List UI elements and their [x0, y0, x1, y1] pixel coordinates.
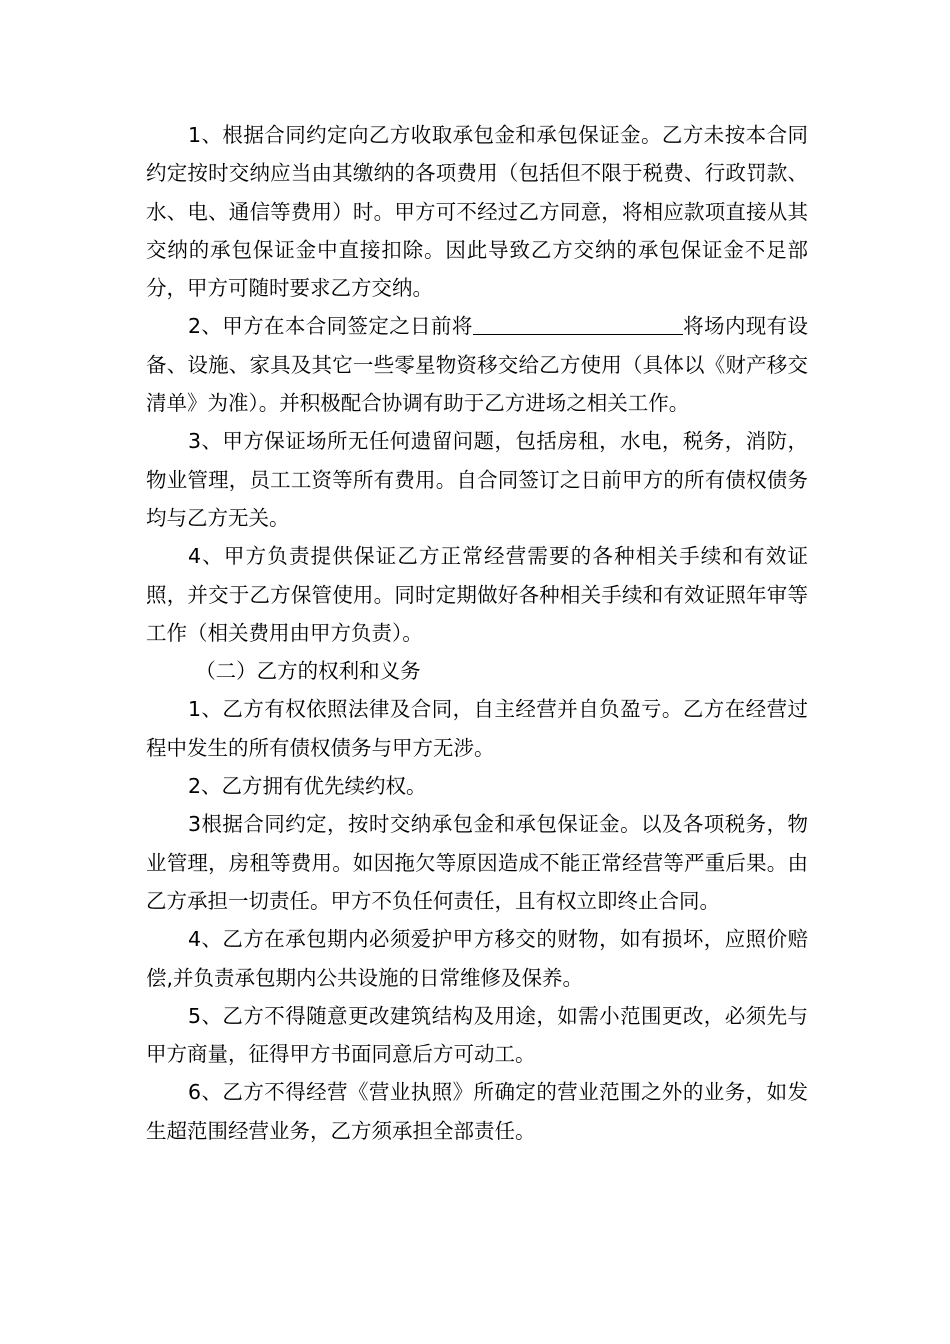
- paragraph-text-before-blank: 2、甲方在本合同签定之日前将: [188, 314, 473, 339]
- paragraph-party-b-duty-4: 4、乙方在承包期内必须爱护甲方移交的财物，如有损坏，应照价赔偿,并负责承包期内公共设施的日常维修及保养。: [146, 927, 808, 990]
- document-body: [146, 116, 808, 1150]
- paragraph-text-after-blank: 将场内现有设备、设施、家具及其它一些零星物资移交给乙方使用（具体以《财产移交清单》为准）。并积极配合协调有助于乙方进场之相关工作。: [146, 314, 808, 416]
- paragraph-party-a-duty-4: 4、甲方负责提供保证乙方正常经营需要的各种相关手续和有效证照，并交于乙方保管使用。同时定期做好各种相关手续和有效证照年审等工作（相关费用由甲方负责）。: [146, 544, 808, 645]
- paragraph-party-b-duty-3: 3根据合同约定，按时交纳承包金和承包保证金。以及各项税务，物业管理，房租等费用。如因拖欠等原因造成不能正常经营等严重后果。由乙方承担一切责任。甲方不负任何责任，且有权立即终止合同。: [146, 812, 808, 913]
- paragraph-party-a-duty-1: 1、根据合同约定向乙方收取承包金和承包保证金。乙方未按本合同约定按时交纳应当由其缴纳的各项费用（包括但不限于税费、行政罚款、水、电、通信等费用）时。甲方可不经过乙方同意，将相应款项直接从其交纳的承包保证金中直接扣除。因此导致乙方交纳的承包保证金不足部分，甲方可随时要求乙方交纳。: [146, 123, 808, 301]
- paragraph-party-a-duty-3: 3、甲方保证场所无任何遗留问题，包括房租，水电，税务，消防，物业管理，员工工资等所有费用。自合同签订之日前甲方的所有债权债务均与乙方无关。: [146, 429, 808, 530]
- paragraph-party-b-duty-6: 6、乙方不得经营《营业执照》所确定的营业范围之外的业务，如发生超范围经营业务，乙方须承担全部责任。: [146, 1080, 808, 1143]
- section-heading-party-b: （二）乙方的权利和义务: [195, 659, 421, 684]
- paragraph-party-b-right-2: 2、乙方拥有优先续约权。: [188, 774, 427, 799]
- fill-in-blank: [473, 314, 683, 336]
- paragraph-party-b-duty-5: 5、乙方不得随意更改建筑结构及用途，如需小范围更改，必须先与甲方商量，征得甲方书面同意后方可动工。: [146, 1003, 808, 1067]
- paragraph-party-a-duty-2: [146, 307, 808, 422]
- paragraph-party-b-right-1: 1、乙方有权依照法律及合同，自主经营并自负盈亏。乙方在经营过程中发生的所有债权债务与甲方无涉。: [146, 697, 808, 760]
